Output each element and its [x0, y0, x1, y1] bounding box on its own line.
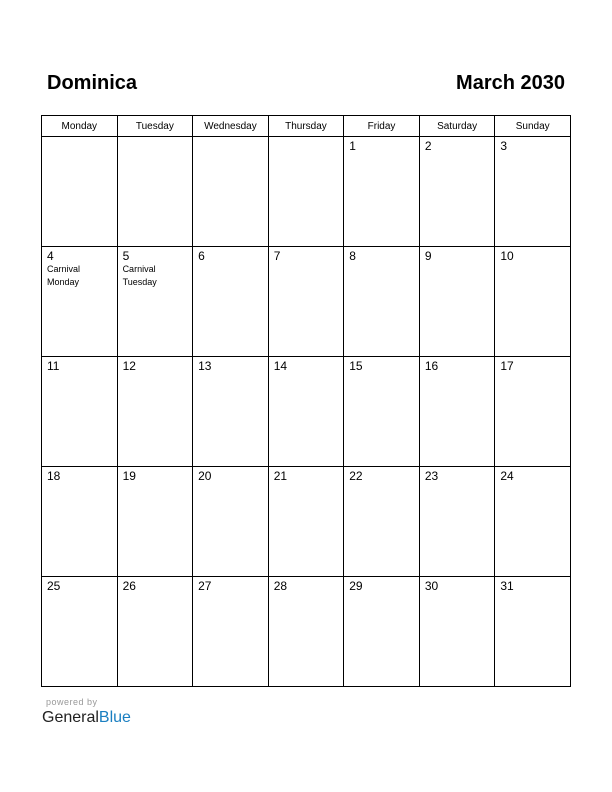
day-number: 10	[500, 249, 514, 263]
weekday-header: Sunday	[495, 116, 571, 137]
footer-branding	[42, 697, 131, 728]
day-number	[118, 137, 193, 140]
day-number: 21	[273, 469, 288, 483]
calendar-week-row	[42, 357, 571, 467]
calendar-day-cell	[193, 137, 269, 247]
day-number: 22	[349, 469, 363, 483]
month-year-title: March 2030	[456, 72, 565, 94]
day-number: 26	[122, 579, 136, 593]
country-title: Dominica	[47, 72, 138, 94]
day-number	[42, 137, 117, 140]
powered-by-text: powered by	[46, 697, 98, 707]
day-number: 5	[122, 249, 130, 263]
calendar-day-cell	[42, 137, 118, 247]
calendar-day-cell	[344, 577, 420, 687]
calendar-week-row	[42, 247, 571, 357]
brand-general-text: General	[42, 709, 99, 726]
day-number: 13	[198, 359, 212, 373]
calendar-day-cell	[344, 357, 420, 467]
calendar-day-cell	[193, 247, 269, 357]
calendar-day-cell	[193, 577, 269, 687]
day-number: 20	[198, 469, 212, 483]
day-number: 4	[47, 249, 54, 263]
day-number: 23	[424, 469, 439, 483]
calendar-week-row	[42, 137, 571, 247]
day-number: 25	[47, 579, 61, 593]
day-number: 24	[500, 469, 514, 483]
calendar-day-cell	[419, 357, 495, 467]
calendar-day-cell	[344, 137, 420, 247]
calendar-day-cell	[117, 137, 193, 247]
day-number: 19	[122, 469, 136, 483]
day-number: 28	[273, 579, 288, 593]
calendar-day-cell	[42, 467, 118, 577]
calendar-day-cell	[193, 467, 269, 577]
day-number: 16	[424, 359, 439, 373]
weekday-header: Saturday	[419, 116, 495, 137]
calendar-grid	[41, 115, 571, 687]
day-number: 31	[500, 579, 514, 593]
calendar-week-row	[42, 467, 571, 577]
calendar-day-cell	[419, 467, 495, 577]
weekday-header: Tuesday	[117, 116, 193, 137]
calendar-day-cell	[117, 247, 193, 357]
calendar-day-cell	[117, 577, 193, 687]
calendar-day-cell	[268, 467, 344, 577]
day-number: 30	[424, 579, 439, 593]
calendar-day-cell	[495, 357, 571, 467]
generalblue-logo	[42, 708, 131, 728]
day-number: 3	[500, 139, 508, 153]
calendar-day-cell	[42, 577, 118, 687]
day-number: 1	[349, 139, 356, 153]
weekday-header: Monday	[42, 116, 118, 137]
calendar-day-cell	[419, 137, 495, 247]
day-number: 14	[273, 359, 288, 373]
calendar-day-cell	[42, 247, 118, 357]
day-number	[193, 137, 268, 140]
weekday-header: Friday	[344, 116, 420, 137]
day-number: 18	[47, 469, 61, 483]
weekday-header: Wednesday	[193, 116, 269, 137]
calendar-day-cell	[268, 137, 344, 247]
calendar-day-cell	[495, 137, 571, 247]
day-number: 2	[424, 139, 432, 153]
calendar-day-cell	[495, 467, 571, 577]
day-number: 9	[424, 249, 432, 263]
holiday-label: Carnival Monday	[47, 264, 81, 287]
calendar-week-row	[42, 577, 571, 687]
day-number: 29	[349, 579, 363, 593]
day-number: 11	[47, 359, 60, 373]
holiday-label: Carnival Tuesday	[122, 264, 157, 287]
weekday-header: Thursday	[268, 116, 344, 137]
calendar-day-cell	[117, 467, 193, 577]
calendar-day-cell	[117, 357, 193, 467]
day-number: 17	[500, 359, 514, 373]
day-number: 8	[349, 249, 356, 263]
calendar-day-cell	[495, 247, 571, 357]
calendar-day-cell	[268, 247, 344, 357]
brand-blue-text: Blue	[98, 709, 131, 726]
calendar-day-cell	[344, 247, 420, 357]
calendar-day-cell	[268, 357, 344, 467]
day-number: 12	[122, 359, 136, 373]
calendar-day-cell	[42, 357, 118, 467]
calendar-day-cell	[419, 247, 495, 357]
day-number: 7	[273, 249, 281, 263]
calendar-day-cell	[495, 577, 571, 687]
day-number: 6	[198, 249, 205, 263]
calendar-day-cell	[193, 357, 269, 467]
day-number: 27	[198, 579, 212, 593]
calendar-day-cell	[268, 577, 344, 687]
calendar-day-cell	[344, 467, 420, 577]
weekday-header-row	[42, 116, 571, 137]
calendar-day-cell	[419, 577, 495, 687]
day-number: 15	[349, 359, 363, 373]
day-number	[269, 137, 344, 140]
